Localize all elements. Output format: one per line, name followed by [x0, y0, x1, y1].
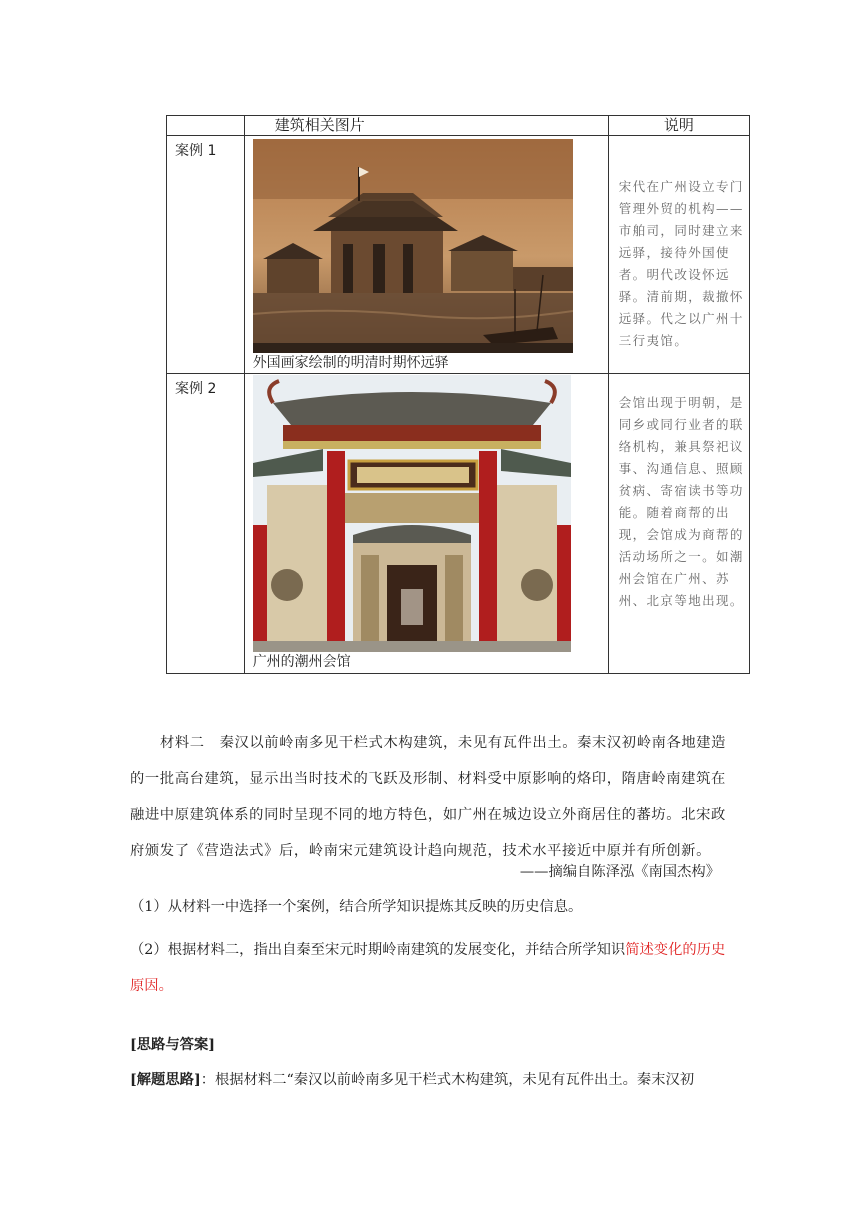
case-description: 会馆出现于明朝，是同乡或同行业者的联络机构，兼具祭祀议事、沟通信息、照顾贫病、寄宿读书等功能。随着商帮的出现，会馆成为商帮的活动场所之一。如潮州会馆在广州、苏州、北京等地出现。	[608, 374, 749, 674]
material-two-paragraph: 材料二 秦汉以前岭南多见干栏式木构建筑，未见有瓦件出土。秦末汉初岭南各地建造的一批高台建筑，显示出当时技术的飞跃及形制、材料受中原影响的烙印，隋唐岭南建筑在融进中原建筑体系的同时呈现不同的地方特色，如广州在城边设立外商居住的蕃坊。北宋政府颁发了《营造法式》后，岭南宋元建筑设计趋向规范，技术水平接近中原并有所创新。	[130, 735, 727, 859]
question-1: （1）从材料一中选择一个案例，结合所学知识提炼其反映的历史信息。	[130, 899, 583, 915]
table-row	[167, 374, 750, 674]
case-table	[166, 115, 750, 674]
case-description: 宋代在广州设立专门管理外贸的机构——市舶司，同时建立来远驿，接待外国使者。明代改设怀远驿。清前期，裁撤怀远驿。代之以广州十三行夷馆。	[608, 136, 749, 374]
header-image: 建筑相关图片	[244, 116, 608, 136]
material-two-source: ——摘编自陈泽泓《南国杰构》	[519, 864, 720, 880]
table-header-row	[167, 116, 750, 136]
question-2-text: （2）根据材料二，指出自秦至宋元时期岭南建筑的发展变化，并结合所学知识	[130, 942, 626, 958]
section-title: [思路与答案]	[130, 1037, 216, 1053]
question-2	[130, 932, 730, 1004]
answer-line	[130, 1069, 750, 1089]
question-2-highlight: 简述变化的历史原因。	[130, 942, 726, 994]
answer-label: [解题思路]	[130, 1072, 201, 1088]
header-desc: 说明	[608, 116, 749, 136]
case-label: 案例 1	[167, 136, 245, 374]
case-label: 案例 2	[167, 374, 245, 674]
table-row	[167, 136, 750, 374]
case-caption: 外国画家绘制的明清时期怀远驿	[252, 355, 449, 371]
painting-image	[253, 139, 573, 353]
case-caption: 广州的潮州会馆	[252, 654, 351, 670]
answer-text: ：根据材料二“秦汉以前岭南多见干栏式木构建筑，未见有瓦件出土。秦末汉初	[200, 1072, 695, 1088]
guildhall-photo	[253, 375, 571, 652]
